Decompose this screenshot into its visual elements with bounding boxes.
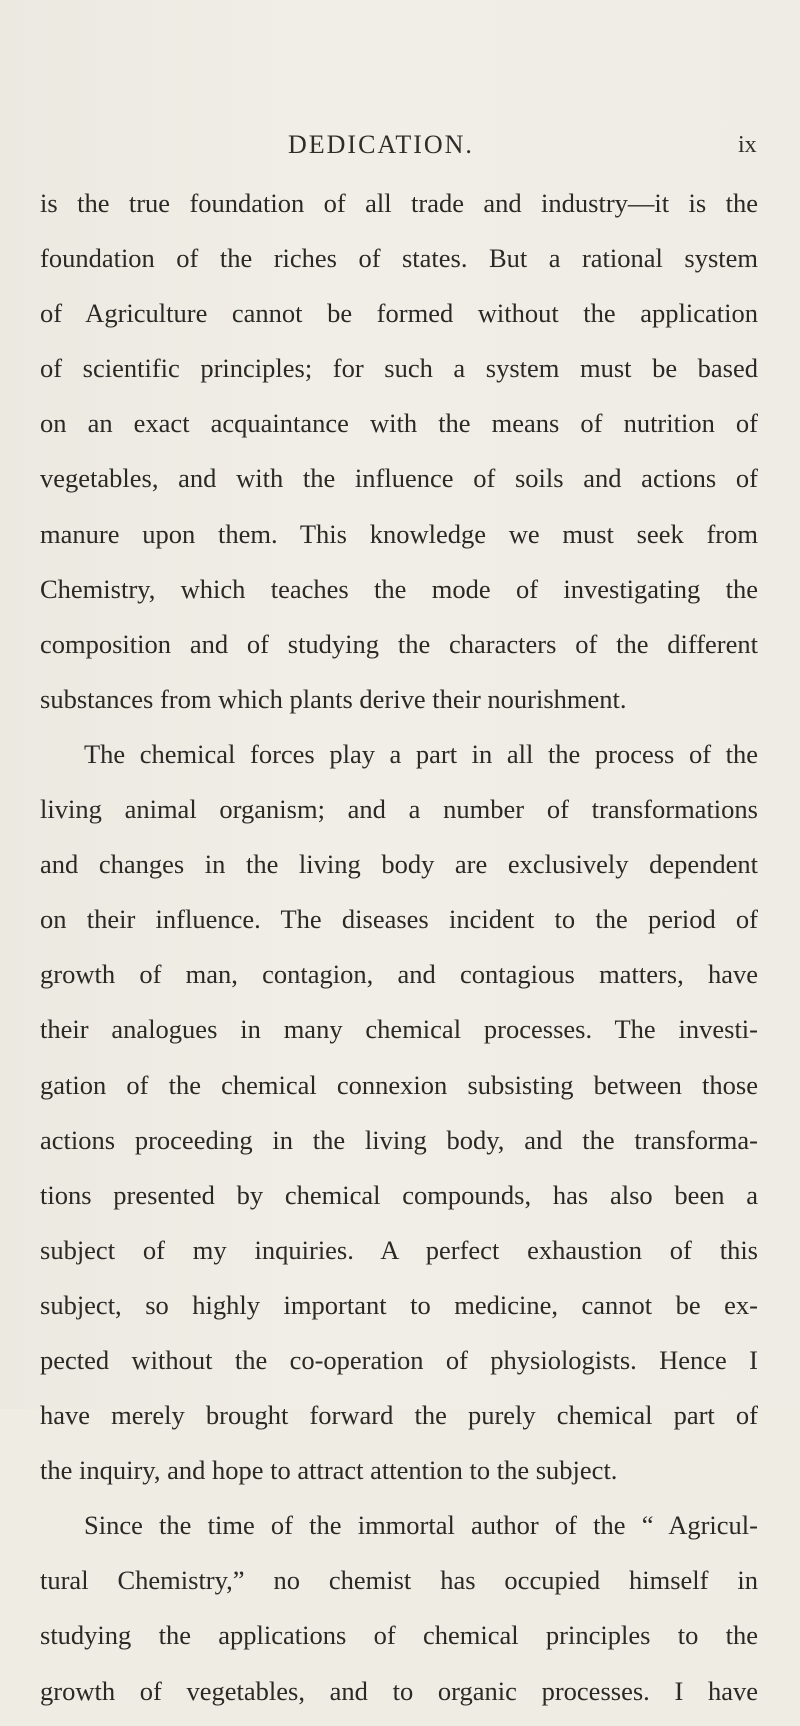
- text-line: on an exact acquaintance with the means of nutrition of: [40, 408, 758, 439]
- text-line: gation of the chemical connexion subsisting between those: [40, 1069, 758, 1100]
- text-line: of scientific principles; for such a system must be based: [40, 353, 758, 384]
- text-line: growth of vegetables, and to organic processes. I have: [40, 1675, 758, 1706]
- text-line: on their influence. The diseases incident to the period of: [40, 904, 758, 935]
- text-line: vegetables, and with the influence of soils and actions of: [40, 463, 758, 494]
- text-line: studying the applications of chemical principles to the: [40, 1620, 758, 1651]
- text-line: living animal organism; and a number of transformations: [40, 794, 758, 825]
- body-text: [40, 183, 758, 1726]
- page-number: ix: [738, 132, 757, 158]
- text-line: pected without the co-operation of physiologists. Hence I: [40, 1344, 758, 1375]
- text-line: their analogues in many chemical processes. The investi-: [40, 1014, 758, 1045]
- text-line: growth of man, contagion, and contagious matters, have: [40, 959, 758, 990]
- paragraph-end-line: the inquiry, and hope to attract attention to the subject.: [40, 1455, 618, 1486]
- paragraph-start-line: Since the time of the immortal author of the “ Agricul-: [84, 1510, 758, 1541]
- text-line: subject of my inquiries. A perfect exhaustion of this: [40, 1234, 758, 1265]
- text-line: composition and of studying the characters of the different: [40, 628, 758, 659]
- text-line: manure upon them. This knowledge we must seek from: [40, 518, 758, 549]
- text-line: have merely brought forward the purely chemical part of: [40, 1400, 758, 1431]
- text-line: is the true foundation of all trade and industry—it is the: [40, 188, 758, 218]
- paragraph-end-line: substances from which plants derive their nourishment.: [40, 683, 627, 714]
- text-line: tions presented by chemical compounds, has also been a: [40, 1179, 758, 1210]
- text-line: and changes in the living body are exclusively dependent: [40, 849, 758, 880]
- text-line: Chemistry, which teaches the mode of investigating the: [40, 573, 758, 604]
- paragraph-start-line: The chemical forces play a part in all the process of the: [84, 738, 758, 769]
- text-line: foundation of the riches of states. But a rational system: [40, 243, 758, 274]
- text-line: actions proceeding in the living body, and the transforma-: [40, 1124, 758, 1155]
- text-line: of Agriculture cannot be formed without the application: [40, 298, 758, 329]
- text-line: tural Chemistry,” no chemist has occupied himself in: [40, 1565, 758, 1596]
- text-line: subject, so highly important to medicine, cannot be ex-: [40, 1289, 758, 1320]
- running-title: DEDICATION.: [288, 130, 474, 159]
